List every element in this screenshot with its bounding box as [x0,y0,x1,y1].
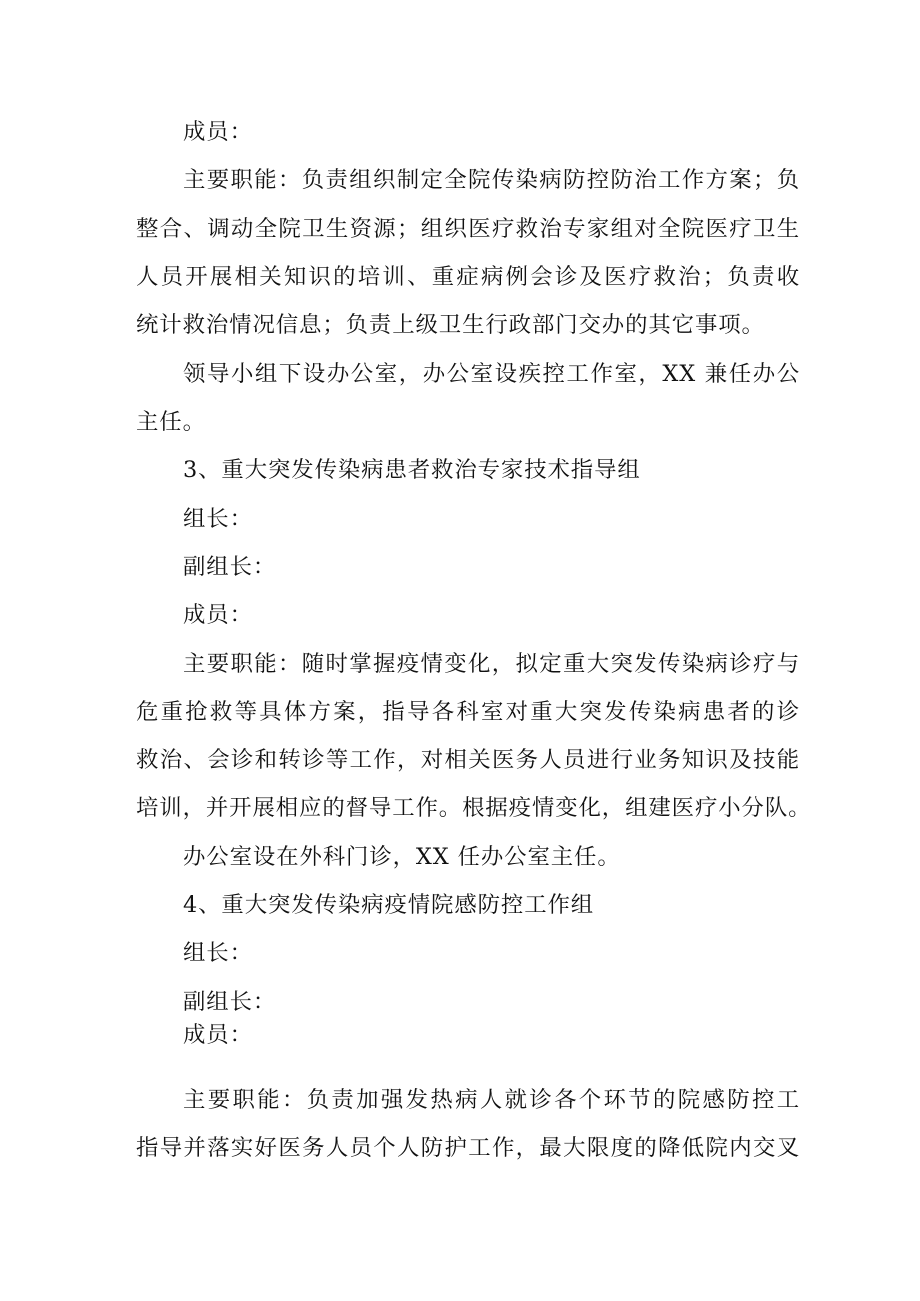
member-label-1: 成员： [183,119,253,145]
member-label-3: 成员： [183,602,253,628]
duty-paragraph-1-line-4: 统计救治情况信息；负责上级卫生行政部门交办的其它事项。 [136,312,765,338]
section-3-heading: 3、重大突发传染病患者救治专家技术指导组 [183,457,641,483]
duty-paragraph-3-line-3: 救治、会诊和转诊等工作，对相关医务人员进行业务知识及技能 [136,747,800,773]
duty-paragraph-1-line-1: 主要职能：负责组织制定全院传染病防控防治工作方案；负 [183,167,800,193]
duty-paragraph-1-line-2: 整合、调动全院卫生资源；组织医疗救治专家组对全院医疗卫生 [136,216,800,242]
duty-paragraph-4-line-1: 主要职能：负责加强发热病人就诊各个环节的院感防控工 [183,1087,800,1113]
duty-paragraph-3-line-4: 培训，并开展相应的督导工作。根据疫情变化，组建医疗小分队。 [136,795,812,821]
duty-paragraph-4-line-2: 指导并落实好医务人员个人防护工作，最大限度的降低院内交叉 [136,1135,800,1161]
office-paragraph-1-line-2: 主任。 [136,409,206,435]
deputy-leader-label-3: 副组长： [183,554,277,580]
member-label-4: 成员： [183,1022,253,1048]
group-leader-label-3: 组长： [183,506,253,532]
duty-paragraph-1-line-3: 人员开展相关知识的培训、重症病例会诊及医疗救治；负责收 [136,264,800,290]
office-paragraph-1-line-1: 领导小组下设办公室，办公室设疾控工作室，XX 兼任办公 [183,361,800,387]
duty-paragraph-3-line-1: 主要职能：随时掌握疫情变化，拟定重大突发传染病诊疗与 [183,651,800,677]
office-paragraph-3: 办公室设在外科门诊，XX 任办公室主任。 [183,844,621,870]
deputy-leader-label-4: 副组长： [183,989,277,1015]
duty-paragraph-3-line-2: 危重抢救等具体方案，指导各科室对重大突发传染病患者的诊 [136,699,800,725]
group-leader-label-4: 组长： [183,940,253,966]
section-4-heading: 4、重大突发传染病疫情院感防控工作组 [183,892,595,918]
